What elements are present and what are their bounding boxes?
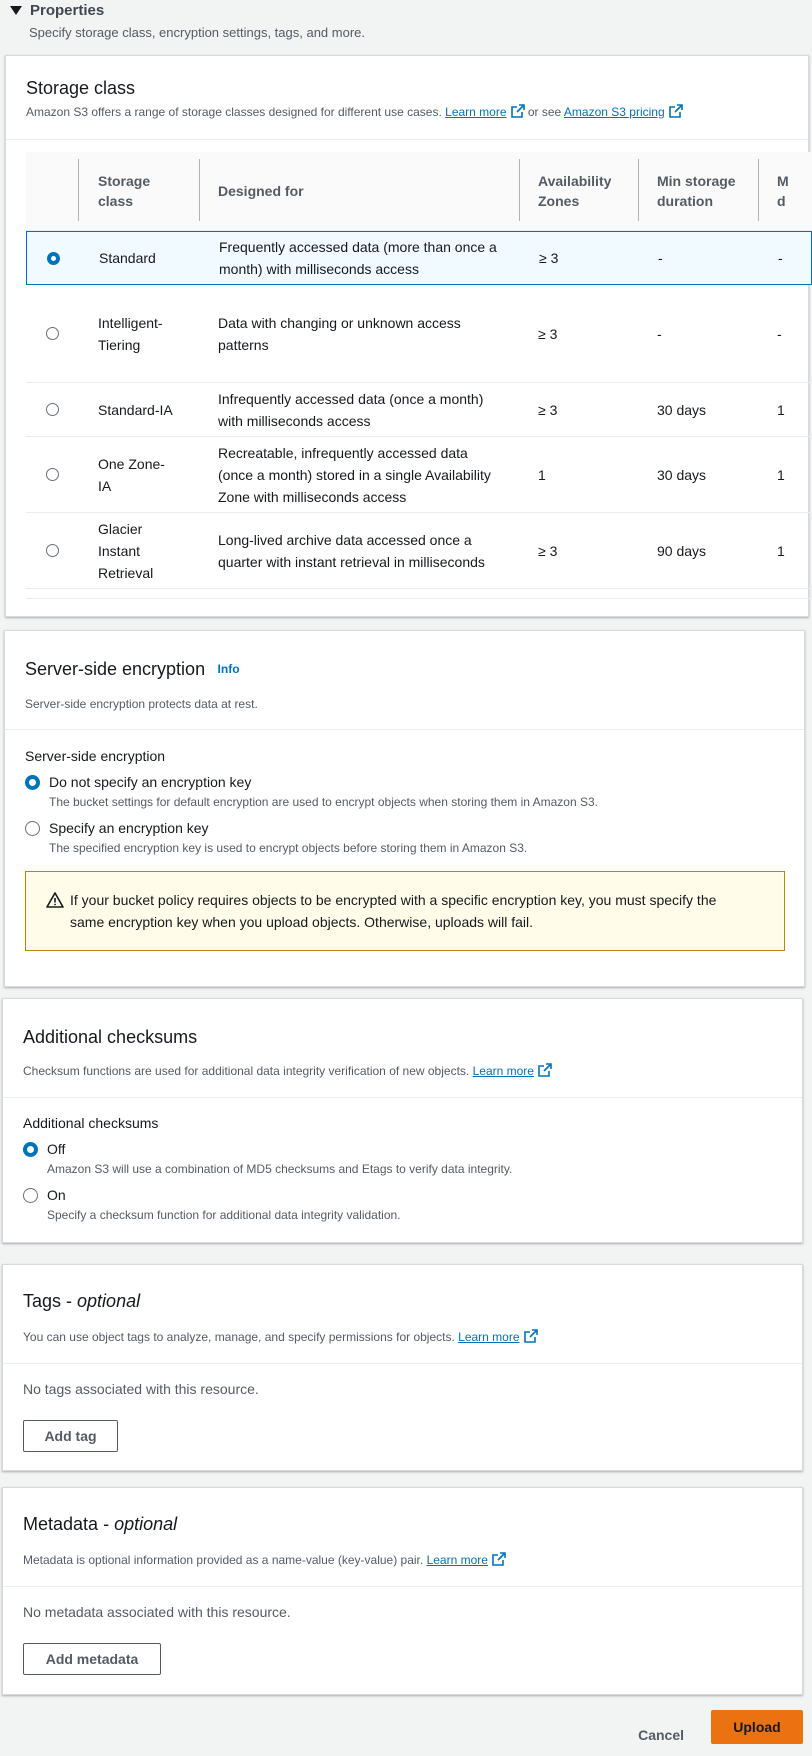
properties-toggle[interactable] <box>10 2 365 19</box>
storage-class-radio[interactable] <box>46 544 59 557</box>
checksum-option-help: Amazon S3 will use a combination of MD5 checksums and Etags to verify data integrity. <box>47 1162 513 1176</box>
designed-for-cell: Frequently accessed data (more than once a month) with milliseconds access <box>219 239 497 277</box>
column-divider <box>758 159 759 221</box>
checksum-radio[interactable] <box>23 1188 38 1203</box>
encryption-radio[interactable] <box>25 821 40 836</box>
truncated-cell: - <box>778 250 783 266</box>
storage-class-title: Storage class <box>26 78 136 98</box>
storage-class-name: Glacier Instant Retrieval <box>98 520 154 581</box>
properties-section-header[interactable] <box>10 2 365 40</box>
encryption-radio[interactable] <box>25 775 40 790</box>
table-row[interactable] <box>26 513 812 589</box>
metadata-title: Metadata - optional <box>23 1514 178 1534</box>
metadata-description: Metadata is optional information provided as a name-value (key-value) pair. Learn more <box>23 1552 506 1567</box>
divider <box>5 729 804 730</box>
column-divider <box>638 159 639 221</box>
availability-zones-cell: ≥ 3 <box>538 325 558 342</box>
availability-zones-cell: ≥ 3 <box>539 250 559 266</box>
column-divider <box>78 159 79 221</box>
column-header-storage-class[interactable]: Storage class <box>98 173 151 209</box>
divider <box>6 139 808 140</box>
table-header <box>26 152 812 231</box>
checksum-option-label: Off <box>47 1141 66 1157</box>
external-link-icon <box>492 1552 506 1566</box>
column-header-designed-for[interactable]: Designed for <box>218 183 304 199</box>
storage-class-radio[interactable] <box>46 403 59 416</box>
checksum-option[interactable] <box>23 1141 512 1176</box>
availability-zones-cell: ≥ 3 <box>538 542 558 559</box>
add-tag-button[interactable]: Add tag <box>23 1420 118 1452</box>
learn-more-link[interactable]: Learn more <box>458 1330 520 1344</box>
table-row[interactable] <box>26 437 812 513</box>
divider <box>3 1097 802 1098</box>
encryption-option[interactable] <box>25 774 598 809</box>
column-divider <box>519 159 520 221</box>
storage-class-radio[interactable] <box>46 327 59 340</box>
warning-text: If your bucket policy requires objects to be encrypted with a specific encryption key, you must specify the same encryption key when you upload objects. Otherwise, uploads will fail. <box>70 892 717 930</box>
storage-class-radio[interactable] <box>47 252 60 265</box>
encryption-option-help: The specified encryption key is used to encrypt objects before storing them in Amazon S3. <box>49 841 528 855</box>
encryption-option-help: The bucket settings for default encryption are used to encrypt objects when storing them in Amazon S3. <box>49 795 598 809</box>
encryption-field-label: Server-side encryption <box>25 748 166 764</box>
info-link[interactable]: Info <box>217 662 240 676</box>
storage-class-panel <box>5 55 809 617</box>
designed-for-cell: Infrequently accessed data (once a month) with milliseconds access <box>218 390 484 429</box>
truncated-cell: - <box>777 325 782 342</box>
column-header-min-storage-duration[interactable]: Min storage duration <box>657 173 736 209</box>
column-divider <box>199 159 200 221</box>
encryption-title: Server-side encryption <box>25 659 206 679</box>
external-link-icon <box>538 1063 552 1077</box>
storage-class-description: Amazon S3 offers a range of storage classes designed for different use cases. Learn more or see Amazon S3 pricing <box>26 104 683 119</box>
tags-description: You can use object tags to analyze, manage, and specify permissions for objects. Learn more <box>23 1329 538 1344</box>
tags-empty-state: No tags associated with this resource. <box>23 1381 259 1397</box>
table-row[interactable] <box>26 285 812 383</box>
checksum-option-help: Specify a checksum function for additional data integrity validation. <box>47 1208 401 1222</box>
properties-title: Properties <box>30 2 105 19</box>
learn-more-link[interactable]: Learn more <box>445 105 507 119</box>
storage-class-name: Intelligent-Tiering <box>98 314 163 353</box>
designed-for-cell: Data with changing or unknown access patterns <box>218 314 461 353</box>
column-header-truncated[interactable]: M d <box>777 173 789 209</box>
external-link-icon <box>524 1329 538 1343</box>
min-duration-cell: 30 days <box>657 466 707 483</box>
external-link-icon <box>669 104 683 118</box>
warning-icon <box>46 892 64 914</box>
min-duration-cell: 90 days <box>657 542 707 559</box>
designed-for-cell: Long-lived archive data accessed once a quarter with instant retrieval in milliseconds <box>218 531 485 570</box>
availability-zones-cell: 1 <box>538 466 546 483</box>
storage-class-name: One Zone-IA <box>98 455 165 494</box>
checksums-description: Checksum functions are used for additional data integrity verification of new objects. Learn more <box>23 1063 552 1078</box>
checksums-field-label: Additional checksums <box>23 1115 159 1131</box>
min-duration-cell: - <box>658 250 663 266</box>
table-row[interactable] <box>26 383 812 437</box>
table-bottom-border <box>26 598 812 599</box>
encryption-option-label: Specify an encryption key <box>49 820 209 836</box>
min-duration-cell: - <box>657 325 662 342</box>
encryption-option[interactable] <box>25 820 527 855</box>
encryption-warning-alert <box>25 871 785 951</box>
checksums-title: Additional checksums <box>23 1027 198 1047</box>
designed-for-cell: Recreatable, infrequently accessed data (once a month) stored in a single Availability Zone with milliseconds access <box>218 444 491 505</box>
tags-panel <box>2 1264 803 1471</box>
metadata-panel <box>2 1487 803 1695</box>
divider <box>3 1363 802 1364</box>
checksum-option[interactable] <box>23 1187 401 1222</box>
truncated-cell: 1 <box>777 542 785 559</box>
checksums-panel <box>2 998 803 1243</box>
availability-zones-cell: ≥ 3 <box>538 401 558 418</box>
external-link-icon <box>511 104 525 118</box>
add-metadata-button[interactable]: Add metadata <box>23 1643 161 1675</box>
tags-title: Tags - optional <box>23 1291 141 1311</box>
storage-class-name: Standard-IA <box>98 401 173 418</box>
caret-down-icon <box>10 6 22 15</box>
min-duration-cell: 30 days <box>657 401 707 418</box>
checksum-radio[interactable] <box>23 1142 38 1157</box>
encryption-description: Server-side encryption protects data at rest. <box>25 697 258 711</box>
properties-description: Specify storage class, encryption settings, tags, and more. <box>29 25 366 40</box>
truncated-cell: 1 <box>777 401 785 418</box>
divider <box>3 1586 802 1587</box>
learn-more-link[interactable]: Learn more <box>472 1064 534 1078</box>
checksum-option-label: On <box>47 1187 66 1203</box>
encryption-header <box>25 659 240 680</box>
cancel-button[interactable]: Cancel <box>638 1727 684 1743</box>
learn-more-link[interactable]: Learn more <box>426 1553 488 1567</box>
column-header-availability-zones[interactable]: Availability Zones <box>538 173 612 209</box>
upload-button[interactable]: Upload <box>711 1710 803 1744</box>
storage-class-radio[interactable] <box>46 468 59 481</box>
storage-class-name: Standard <box>99 250 156 266</box>
encryption-option-label: Do not specify an encryption key <box>49 774 252 790</box>
truncated-cell: 1 <box>777 466 785 483</box>
metadata-empty-state: No metadata associated with this resource. <box>23 1604 291 1620</box>
s3-pricing-link[interactable]: Amazon S3 pricing <box>563 105 665 119</box>
encryption-panel <box>4 630 805 987</box>
table-row[interactable] <box>26 231 812 285</box>
